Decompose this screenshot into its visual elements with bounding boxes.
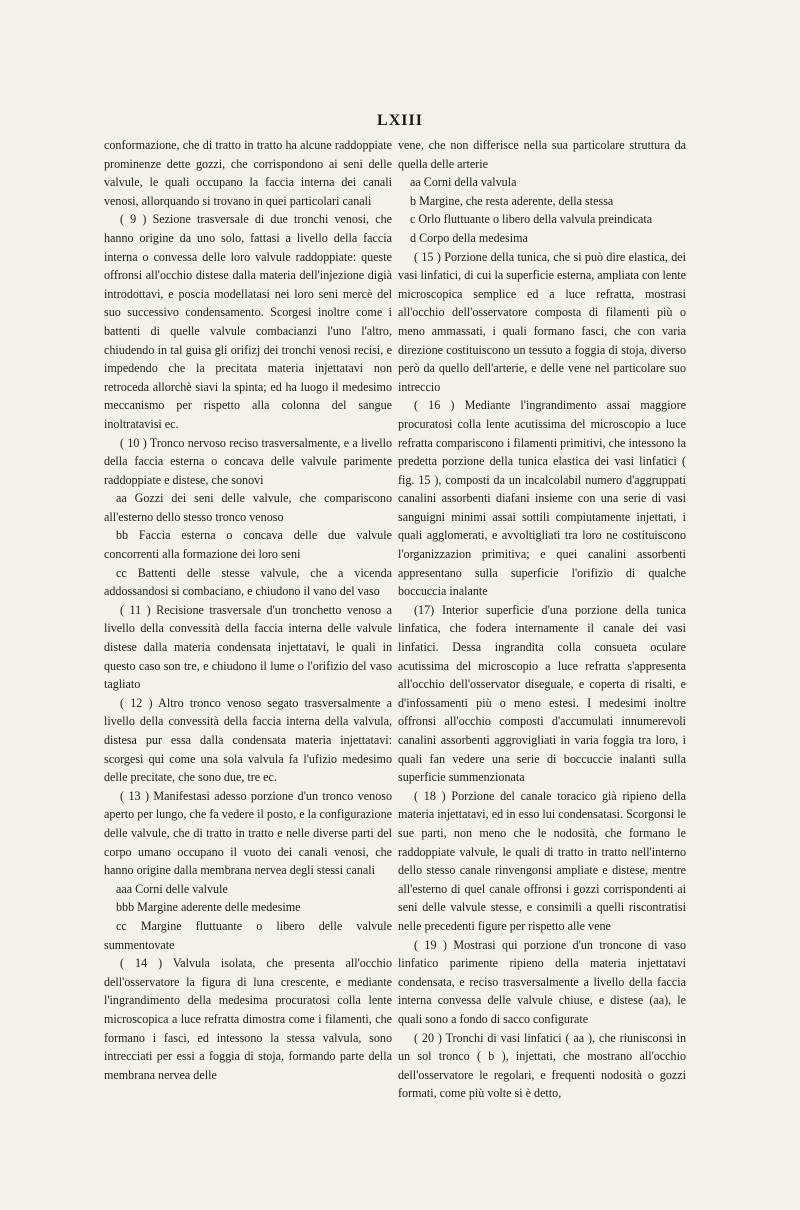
figure-label-item: aa Corni della valvula — [410, 175, 517, 190]
figure-label-item: bb Faccia esterna o concava delle due valvule concorrenti alla formazione dei loro seni — [104, 528, 392, 562]
figure-label-item: cc Battenti delle stesse valvule, che a vicenda addossandosi si combaciano, e chiudono il vano del vaso — [104, 565, 392, 599]
paragraph: ( 19 ) Mostrasi qui porzione d'un troncone di vaso linfatico parimente ripieno della materia injettatavi condensata, e reciso trasversalmente a livello della faccia interna convessa delle valvule chiuse, e distese (aa), le quali sono a fondo di sacco configurate — [398, 937, 686, 1026]
paragraph: ( 14 ) Valvula isolata, che presenta all'occhio dell'osservatore la figura di luna crescente, e mediante l'ingrandimento della medesima procuratosi colla lente microscopica a luce refratta dimostra come i filamenti, che formano i fasci, ed intessono la stessa valvula, sono intrecciati per essi a foggia di stoja, formando parte della membrana nervea delle — [104, 956, 392, 1082]
paragraph: ( 18 ) Porzione del canale toracico già ripieno della materia injettatavi, ed in esso lui condensatasi. Scorgonsi le sue parti, non meno che le nodosità, che formano le raddoppiate valvule, le quali di tratto in tratto nell'interno dello stesso canale rinvengonsi ampliate e distese, mentre all'esterno di quel canale offronsi i gozzi corrispondenti ai seni delle valvule stesse, e consimili a quelli riscontratisi nelle precedenti figure per rispetto alle vene — [398, 788, 686, 933]
left-column — [104, 136, 392, 1084]
paragraph: (17) Interior superficie d'una porzione della tunica linfatica, che fodera internamente il canale dei vasi linfatici. Dessa ingrandita colla consueta oculare acutissima del microscopio a luce refratta s'appresenta all'occhio dell'osservator diseguale, e coperta di risalti, e d'infossamenti più o meno estesi. I medesimi inoltre offronsi all'occhio composti d'accumulati innumerevoli canalini assorbenti aggrovigliati in varia foggia tra loro, i quali fan vedere una serie di boccuccie inalanti sulla superficie summenzionata — [398, 602, 686, 785]
paragraph: vene, che non differisce nella sua particolare struttura da quella delle arterie — [398, 138, 686, 171]
figure-label-item: aaa Corni delle valvule — [116, 881, 228, 896]
paragraph: ( 13 ) Manifestasi adesso porzione d'un tronco venoso aperto per lungo, che fa vedere il posto, e la configurazione delle valvule, che di tratto in tratto e nelle diverse parti del corpo umano occupano il vuoto dei canali venosi, che hanno origine dalla membrana nervea degli stessi canali — [104, 788, 392, 878]
figure-label-item: aa Gozzi dei seni delle valvule, che compariscono all'esterno dello stesso tronco venoso — [104, 491, 392, 524]
paragraph: ( 15 ) Porzione della tunica, che si può dire elastica, dei vasi linfatici, di cui la superficie esterna, ampliata con lente microscopica semplice ed a luce refratta, mostrasi all'occhio dell'osservatore composta di filamenti più o meno ammassati, i quali formano fasci, che con varia direzione costituiscono un tessuto a foggia di stoja, diverso però da quello dell'arterie, e delle vene nel particolare suo intreccio — [398, 249, 686, 394]
paragraph: conformazione, che di tratto in tratto ha alcune raddoppiate prominenze dette gozzi, che corrispondono ai seni delle valvule, le quali occupano la faccia interna dei canali venosi, allorquando si trovano in quei particolari canali — [104, 138, 392, 208]
paragraph: ( 20 ) Tronchi di vasi linfatici ( aa ), che riunisconsi in un sol tronco ( b ), injettati, che mostrano all'occhio dell'osservatore le regolari, e frequenti nodosità o gozzi formati, come più volte si è detto, — [398, 1030, 686, 1101]
paragraph: ( 11 ) Recisione trasversale d'un tronchetto venoso a livello della convessità della faccia interna delle valvule distese dalla materia condensata injettatavi, le quali in questo caso son tre, e chiudono il lume o l'orifizio del vaso tagliato — [104, 602, 392, 692]
right-column — [398, 136, 686, 1103]
figure-label-item: c Orlo fluttuante o libero della valvula preindicata — [410, 212, 653, 227]
figure-label-item: b Margine, che resta aderente, della stessa — [410, 193, 614, 208]
paragraph: ( 16 ) Mediante l'ingrandimento assai maggiore procuratosi colla lente acutissima del microscopio a luce refratta compariscono i filamenti primitivi, che intessono la predetta porzione della tunica elastica dei vasi linfatici ( fig. 15 ), composti da un incalcolabil numero d'aggruppati canalini assorbenti diafani insieme con una serie di vasi sanguigni minimi assai sottili compiutamente injettati, i quali agglomerati, e avvoltigliati tra loro ne costituiscono l'organizzazion primitiva; e quei canalini assorbenti appresentano sulla superficie l'orifizio di qualche boccuccia inalante — [398, 398, 686, 599]
figure-label-item: d Corpo della medesima — [410, 230, 528, 245]
page-number: LXIII — [377, 112, 423, 129]
paragraph: ( 10 ) Tronco nervoso reciso trasversalmente, e a livello della faccia esterna o concava delle valvule parimente raddoppiate e distese, che sonovi — [104, 435, 392, 487]
paragraph: ( 9 ) Sezione trasversale di due tronchi venosi, che hanno origine da uno solo, fattasi a livello della faccia interna o convessa delle loro valvule raddoppiate: queste offronsi all'occhio distese dalla materia dell'injezione digià introdottavi, e poscia modellatasi nei loro seni mercè del suo successivo condensamento. Scorgesi inoltre come i battenti di quelle valvule combacianzi l'uno l'altro, chiudendo in tal guisa gli orifizj dei tronchi venosi recisi, e impedendo che la precitata materia injettatavi non retroceda allorchè siavi la spinta; ed ha luogo il medesimo meccanismo per rispetto alla colonna del sangue inoltratavisi ec. — [104, 212, 392, 431]
paragraph: ( 12 ) Altro tronco venoso segato trasversalmente a livello della convessità della faccia interna della valvula, distesa pur essa dalla condensata materia injettatavi: scorgesi qui come una sola valvula fa l'ufizio medesimo delle precitate, che sono due, tre ec. — [104, 695, 392, 785]
figure-label-item: bbb Margine aderente delle medesime — [116, 900, 301, 915]
figure-label-item: cc Margine fluttuante o libero delle valvule summentovate — [104, 918, 392, 952]
